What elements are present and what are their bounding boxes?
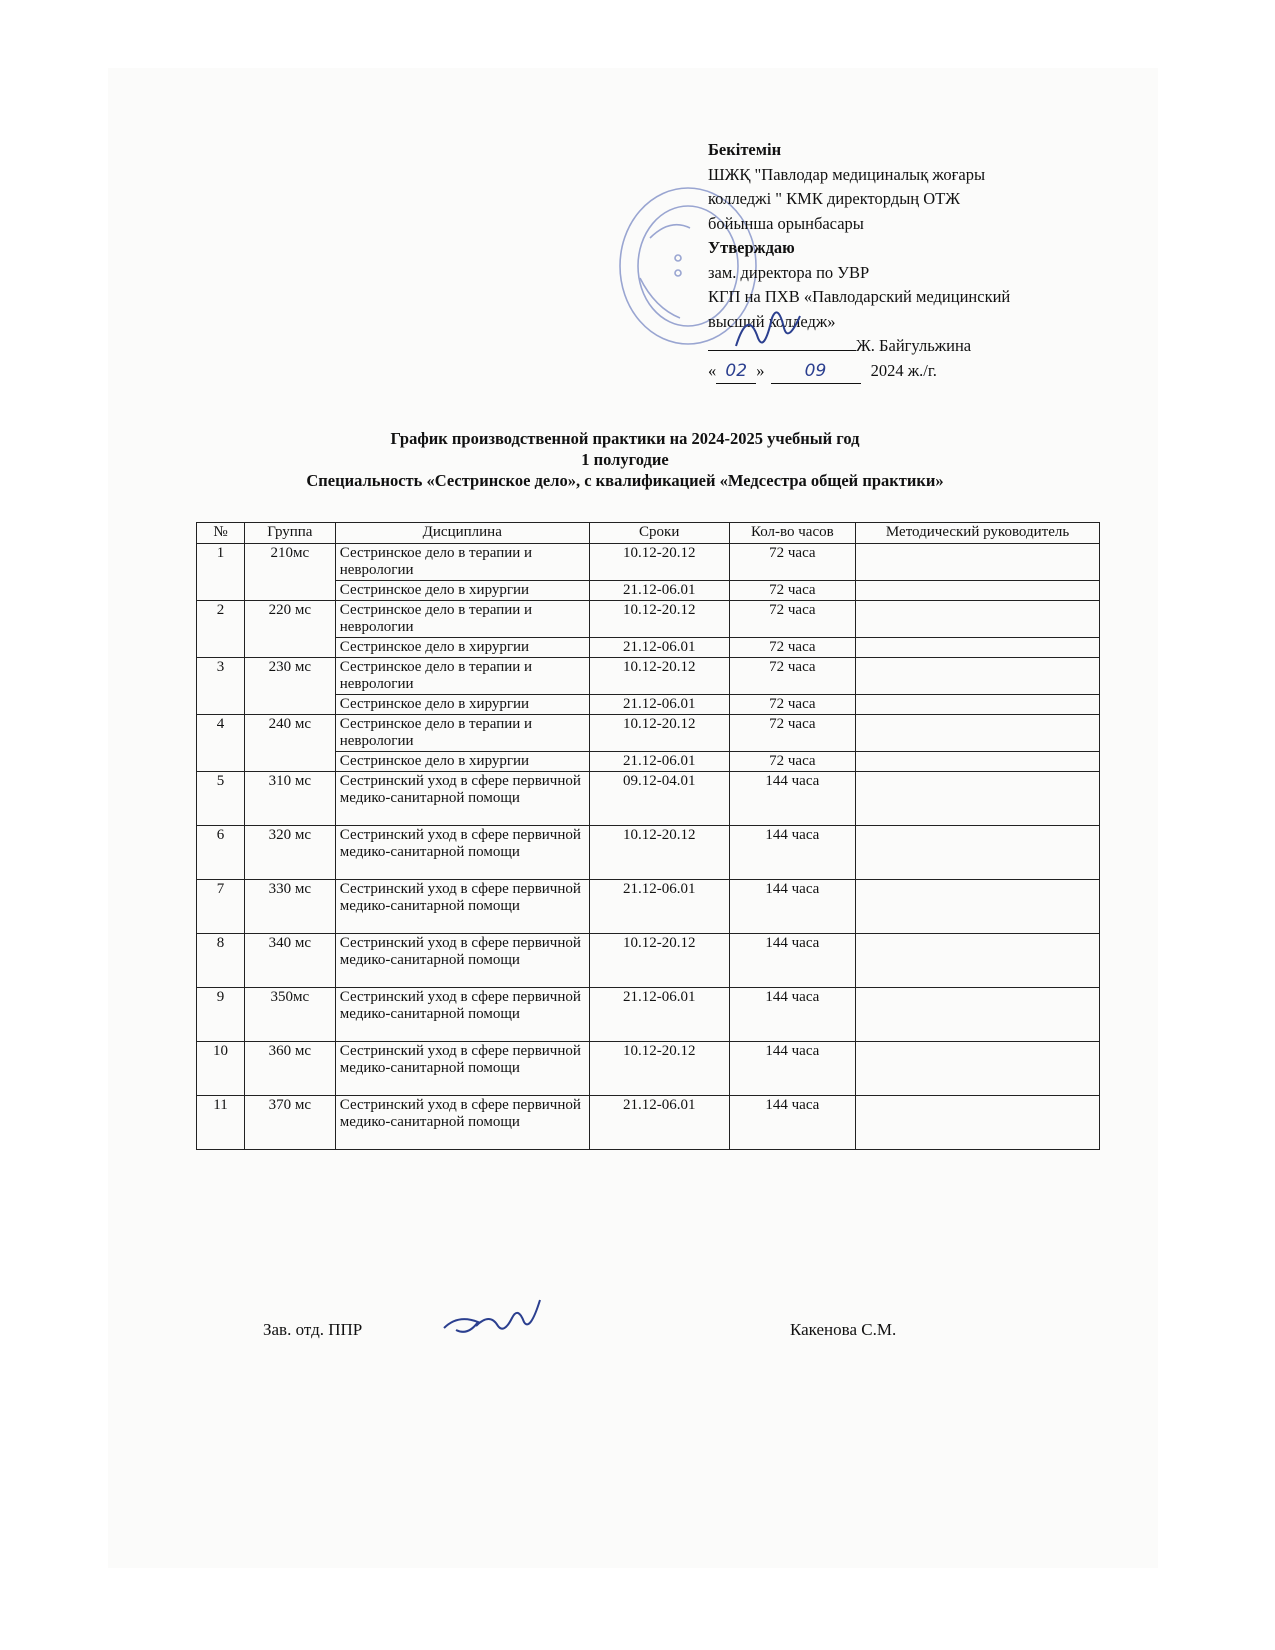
approval-ru-line: зам. директора по УВР: [708, 262, 870, 282]
cell-supervisor: [856, 601, 1100, 638]
cell-group: 370 мс: [244, 1096, 335, 1150]
cell-period: 10.12-20.12: [589, 658, 729, 695]
table-row: [197, 1096, 1100, 1150]
cell-group: 310 мс: [244, 772, 335, 826]
cell-period: 10.12-20.12: [589, 934, 729, 988]
table-row: [197, 772, 1100, 826]
cell-discipline: Сестринский уход в сфере первичной медико-санитарной помощи: [335, 1042, 589, 1096]
approval-signatory: Ж. Байгульжина: [856, 336, 972, 355]
table-row: [197, 601, 1100, 638]
cell-period: 09.12-04.01: [589, 772, 729, 826]
deputy-signature: [728, 298, 808, 358]
cell-hours: 72 часа: [729, 544, 856, 581]
cell-hours: 72 часа: [729, 581, 856, 601]
cell-group: 340 мс: [244, 934, 335, 988]
cell-hours: 72 часа: [729, 638, 856, 658]
title-line: Специальность «Сестринское дело», с квалификацией «Медсестра общей практики»: [306, 471, 944, 490]
cell-discipline: Сестринский уход в сфере первичной медико-санитарной помощи: [335, 988, 589, 1042]
cell-group: 320 мс: [244, 826, 335, 880]
cell-number: 7: [197, 880, 245, 934]
approval-date-line: « 02 » 09 2024 ж./г.: [708, 359, 1128, 385]
cell-hours: 72 часа: [729, 752, 856, 772]
cell-discipline: Сестринское дело в терапии и неврологии: [335, 601, 589, 638]
approval-ru-line: высший колледж»: [708, 311, 836, 331]
header-period: Сроки: [589, 523, 729, 544]
cell-group: 210мс: [244, 544, 335, 601]
cell-discipline: Сестринское дело в хирургии: [335, 581, 589, 601]
document-title: [190, 428, 1060, 491]
cell-discipline: Сестринский уход в сфере первичной медико-санитарной помощи: [335, 826, 589, 880]
cell-supervisor: [856, 638, 1100, 658]
schedule-table: [196, 522, 1100, 1150]
cell-supervisor: [856, 772, 1100, 826]
cell-supervisor: [856, 695, 1100, 715]
cell-supervisor: [856, 880, 1100, 934]
cell-group: 350мс: [244, 988, 335, 1042]
cell-period: 21.12-06.01: [589, 988, 729, 1042]
cell-hours: 144 часа: [729, 934, 856, 988]
header-group: Группа: [244, 523, 335, 544]
header-hours: Кол-во часов: [729, 523, 856, 544]
cell-hours: 144 часа: [729, 1096, 856, 1150]
header-number: №: [197, 523, 245, 544]
cell-number: 6: [197, 826, 245, 880]
cell-discipline: Сестринское дело в хирургии: [335, 638, 589, 658]
cell-hours: 144 часа: [729, 826, 856, 880]
cell-number: 9: [197, 988, 245, 1042]
cell-supervisor: [856, 988, 1100, 1042]
cell-discipline: Сестринское дело в терапии и неврологии: [335, 658, 589, 695]
cell-hours: 72 часа: [729, 695, 856, 715]
cell-period: 10.12-20.12: [589, 544, 729, 581]
footer-position: Зав. отд. ППР: [263, 1320, 363, 1339]
cell-number: 10: [197, 1042, 245, 1096]
cell-supervisor: [856, 544, 1100, 581]
cell-group: 230 мс: [244, 658, 335, 715]
cell-number: 8: [197, 934, 245, 988]
table-body: [197, 544, 1100, 1150]
cell-number: 1: [197, 544, 245, 601]
cell-discipline: Сестринское дело в терапии и неврологии: [335, 715, 589, 752]
cell-period: 10.12-20.12: [589, 1042, 729, 1096]
cell-supervisor: [856, 826, 1100, 880]
cell-supervisor: [856, 658, 1100, 695]
approval-kz-line: колледжі " КМК директордың ОТЖ: [708, 189, 961, 208]
cell-discipline: Сестринское дело в хирургии: [335, 695, 589, 715]
approval-ru-heading: Утверждаю: [708, 238, 795, 257]
cell-hours: 144 часа: [729, 1042, 856, 1096]
cell-discipline: Сестринский уход в сфере первичной медико-санитарной помощи: [335, 880, 589, 934]
cell-supervisor: [856, 715, 1100, 752]
cell-supervisor: [856, 752, 1100, 772]
cell-discipline: Сестринский уход в сфере первичной медико-санитарной помощи: [335, 934, 589, 988]
cell-period: 21.12-06.01: [589, 880, 729, 934]
approval-date-month: 09: [771, 359, 861, 385]
approval-kz-line: бойынша орынбасары: [708, 213, 864, 233]
table-row: [197, 544, 1100, 581]
approval-kz-line: ШЖҚ "Павлодар медициналық жоғары: [708, 164, 986, 184]
cell-hours: 72 часа: [729, 658, 856, 695]
cell-period: 10.12-20.12: [589, 715, 729, 752]
approval-date-day: 02: [716, 359, 756, 385]
cell-group: 360 мс: [244, 1042, 335, 1096]
header-supervisor: Методический руководитель: [856, 523, 1100, 544]
cell-number: 2: [197, 601, 245, 658]
title-line: График производственной практики на 2024-2025 учебный год: [390, 429, 860, 448]
cell-supervisor: [856, 581, 1100, 601]
cell-discipline: Сестринское дело в терапии и неврологии: [335, 544, 589, 581]
footer-name: Какенова С.М.: [790, 1320, 897, 1339]
cell-discipline: Сестринский уход в сфере первичной медико-санитарной помощи: [335, 772, 589, 826]
cell-group: 220 мс: [244, 601, 335, 658]
cell-discipline: Сестринское дело в хирургии: [335, 752, 589, 772]
cell-period: 21.12-06.01: [589, 695, 729, 715]
cell-period: 10.12-20.12: [589, 826, 729, 880]
cell-number: 3: [197, 658, 245, 715]
cell-group: 330 мс: [244, 880, 335, 934]
table-row: [197, 934, 1100, 988]
approval-date-year: 2024 ж./г.: [870, 360, 937, 380]
approval-kz-heading: Бекітемін: [708, 140, 782, 159]
table-row: [197, 1042, 1100, 1096]
title-line: 1 полугодие: [581, 450, 669, 469]
cell-number: 5: [197, 772, 245, 826]
head-signature: [438, 1292, 548, 1348]
approval-ru-line: КГП на ПХВ «Павлодарский медицинский: [708, 287, 1011, 306]
cell-period: 21.12-06.01: [589, 581, 729, 601]
cell-period: 21.12-06.01: [589, 1096, 729, 1150]
cell-hours: 144 часа: [729, 772, 856, 826]
header-discipline: Дисциплина: [335, 523, 589, 544]
cell-supervisor: [856, 1042, 1100, 1096]
table-row: [197, 658, 1100, 695]
cell-supervisor: [856, 1096, 1100, 1150]
cell-hours: 72 часа: [729, 715, 856, 752]
cell-group: 240 мс: [244, 715, 335, 772]
cell-number: 4: [197, 715, 245, 772]
cell-period: 21.12-06.01: [589, 752, 729, 772]
cell-hours: 72 часа: [729, 601, 856, 638]
cell-discipline: Сестринский уход в сфере первичной медико-санитарной помощи: [335, 1096, 589, 1150]
cell-number: 11: [197, 1096, 245, 1150]
cell-period: 10.12-20.12: [589, 601, 729, 638]
cell-hours: 144 часа: [729, 880, 856, 934]
table-header-row: [197, 523, 1100, 544]
cell-hours: 144 часа: [729, 988, 856, 1042]
cell-period: 21.12-06.01: [589, 638, 729, 658]
cell-supervisor: [856, 934, 1100, 988]
table-row: [197, 988, 1100, 1042]
table-row: [197, 880, 1100, 934]
table-row: [197, 826, 1100, 880]
table-row: [197, 715, 1100, 752]
